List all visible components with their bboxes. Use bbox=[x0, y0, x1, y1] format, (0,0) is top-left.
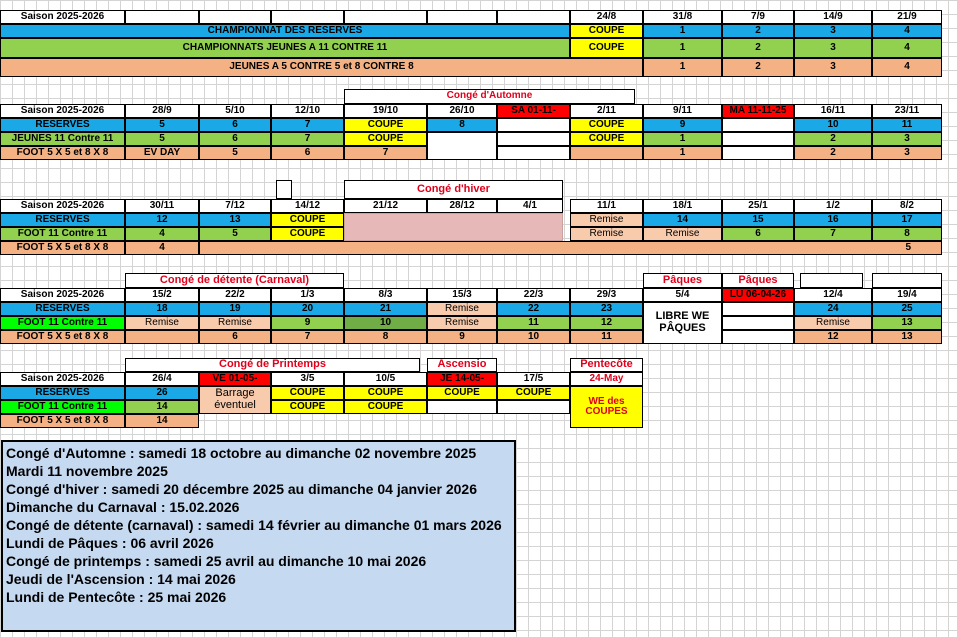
date-cell: 19/10 bbox=[344, 104, 427, 118]
date-cell: 22/2 bbox=[199, 288, 271, 302]
schedule-cell: 5 bbox=[125, 132, 199, 146]
schedule-cell: 6 bbox=[199, 118, 271, 132]
row-label-reserves: RESERVES bbox=[0, 213, 125, 227]
conge-printemps-label: Congé de Printemps bbox=[125, 358, 420, 372]
schedule-cell: 17 bbox=[872, 213, 942, 227]
date-cell: 19/4 bbox=[872, 288, 942, 302]
schedule-cell: COUPE bbox=[271, 227, 344, 241]
schedule-cell bbox=[497, 146, 570, 160]
schedule-cell: 3 bbox=[794, 24, 872, 38]
date-cell: 7/9 bbox=[722, 10, 794, 24]
schedule-cell: 4 bbox=[872, 38, 942, 58]
date-cell: 26/4 bbox=[125, 372, 199, 386]
date-cell: 18/1 bbox=[643, 199, 722, 213]
schedule-cell bbox=[427, 400, 497, 414]
schedule-cell: 11 bbox=[497, 316, 570, 330]
date-cell: 12/10 bbox=[271, 104, 344, 118]
date-cell: 28/9 bbox=[125, 104, 199, 118]
date-cell: 17/5 bbox=[497, 372, 570, 386]
schedule-cell: 10 bbox=[344, 316, 427, 330]
schedule-cell: 9 bbox=[427, 330, 497, 344]
date-cell: 5/4 bbox=[643, 288, 722, 302]
schedule-cell: 4 bbox=[872, 58, 942, 77]
schedule-cell: 12 bbox=[125, 213, 199, 227]
date-cell: 8/3 bbox=[344, 288, 427, 302]
schedule-cell: Remise bbox=[427, 302, 497, 316]
schedule-cell bbox=[497, 118, 570, 132]
paques-label-2: Pâques bbox=[722, 273, 794, 288]
date-cell: 16/11 bbox=[794, 104, 872, 118]
summary-line: Dimanche du Carnaval : 15.02.2026 bbox=[6, 499, 240, 515]
schedule-cell: 24 bbox=[794, 302, 872, 316]
row-label-foot5: FOOT 5 X 5 et 8 X 8 bbox=[0, 146, 125, 160]
schedule-cell: 8 bbox=[427, 118, 497, 132]
date-cell: 28/12 bbox=[427, 199, 497, 213]
season-label: Saison 2025-2026 bbox=[0, 199, 125, 213]
schedule-cell: 5 bbox=[199, 241, 942, 255]
schedule-cell: 7 bbox=[794, 227, 872, 241]
season-label: Saison 2025-2026 bbox=[0, 104, 125, 118]
date-cell: 12/4 bbox=[794, 288, 872, 302]
schedule-cell: 8 bbox=[344, 330, 427, 344]
row-label-jeunes11: JEUNES 11 Contre 11 bbox=[0, 132, 125, 146]
schedule-cell: COUPE bbox=[570, 38, 643, 58]
schedule-cell: 14 bbox=[643, 213, 722, 227]
season-label: Saison 2025-2026 bbox=[0, 372, 125, 386]
holiday-date-cell: SA 01-11- bbox=[497, 104, 570, 118]
schedule-cell: 3 bbox=[872, 132, 942, 146]
we-coupes-cell: WE des COUPES bbox=[570, 386, 643, 428]
jeunes5-label: JEUNES A 5 CONTRE 5 et 8 CONTRE 8 bbox=[0, 58, 643, 77]
schedule-cell: 20 bbox=[271, 302, 344, 316]
schedule-cell: COUPE bbox=[570, 24, 643, 38]
ascension-label: Ascensio bbox=[427, 358, 497, 372]
date-cell: 26/10 bbox=[427, 104, 497, 118]
schedule-cell: Remise bbox=[643, 227, 722, 241]
schedule-cell: 3 bbox=[872, 146, 942, 160]
schedule-cell: 26 bbox=[125, 386, 199, 400]
summary-line: Lundi de Pentecôte : 25 mai 2026 bbox=[6, 589, 227, 605]
schedule-cell: 12 bbox=[794, 330, 872, 344]
schedule-cell: 4 bbox=[125, 241, 199, 255]
schedule-cell bbox=[497, 132, 570, 146]
schedule-cell: COUPE bbox=[271, 400, 344, 414]
schedule-cell bbox=[722, 330, 794, 344]
schedule-cell: 6 bbox=[199, 330, 271, 344]
date-cell: 9/11 bbox=[643, 104, 722, 118]
row-label-reserves: RESERVES bbox=[0, 386, 125, 400]
schedule-cell: 5 bbox=[125, 118, 199, 132]
schedule-cell: 8 bbox=[872, 227, 942, 241]
row-label-foot11: FOOT 11 Contre 11 bbox=[0, 400, 125, 414]
conge-automne-label: Congé d'Automne bbox=[344, 89, 635, 104]
schedule-cell: 10 bbox=[497, 330, 570, 344]
pentecote-label: Pentecôte bbox=[570, 358, 643, 372]
schedule-cell: 23 bbox=[570, 302, 643, 316]
holiday-summary bbox=[1, 440, 516, 632]
schedule-cell: 2 bbox=[722, 58, 794, 77]
summary-line: Congé de printemps : samedi 25 avril au dimanche 10 mai 2026 bbox=[6, 553, 427, 569]
schedule-cell: Remise bbox=[125, 316, 199, 330]
row-label-foot11: FOOT 11 Contre 11 bbox=[0, 227, 125, 241]
schedule-cell: 3 bbox=[794, 58, 872, 77]
championnat-reserves-label: CHAMPIONNAT DES RESERVES bbox=[0, 24, 570, 38]
date-cell: 22/3 bbox=[497, 288, 570, 302]
date-cell: 30/11 bbox=[125, 199, 199, 213]
date-cell: 31/8 bbox=[643, 10, 722, 24]
schedule-cell: 1 bbox=[643, 38, 722, 58]
date-cell: 15/3 bbox=[427, 288, 497, 302]
schedule-cell bbox=[722, 302, 794, 316]
summary-line: Jeudi de l'Ascension : 14 mai 2026 bbox=[6, 571, 236, 587]
schedule-cell: COUPE bbox=[271, 386, 344, 400]
schedule-cell bbox=[125, 330, 199, 344]
schedule-cell: EV DAY bbox=[125, 146, 199, 160]
schedule-cell: 14 bbox=[125, 400, 199, 414]
schedule-cell: 6 bbox=[199, 132, 271, 146]
schedule-cell: 1 bbox=[643, 24, 722, 38]
schedule-cell: Remise bbox=[570, 213, 643, 227]
schedule-cell: COUPE bbox=[427, 386, 497, 400]
schedule-cell: 2 bbox=[722, 38, 794, 58]
championnat-jeunes11-label: CHAMPIONNATS JEUNES A 11 CONTRE 11 bbox=[0, 38, 570, 58]
schedule-cell: COUPE bbox=[570, 132, 643, 146]
summary-line: Congé de détente (carnaval) : samedi 14 février au dimanche 01 mars 2026 bbox=[6, 517, 502, 533]
row-label-foot5: FOOT 5 X 5 et 8 X 8 bbox=[0, 241, 125, 255]
date-cell: 8/2 bbox=[872, 199, 942, 213]
schedule-cell: 1 bbox=[643, 146, 722, 160]
schedule-cell: 5 bbox=[199, 227, 271, 241]
schedule-cell: 6 bbox=[722, 227, 794, 241]
schedule-cell: COUPE bbox=[344, 118, 427, 132]
schedule-cell: 7 bbox=[271, 118, 344, 132]
date-cell: 25/1 bbox=[722, 199, 794, 213]
date-cell: 1/2 bbox=[794, 199, 872, 213]
date-cell: 7/12 bbox=[199, 199, 271, 213]
schedule-cell: 13 bbox=[872, 330, 942, 344]
summary-line: Congé d'hiver : samedi 20 décembre 2025 au dimanche 04 janvier 2026 bbox=[6, 481, 477, 497]
schedule-cell: 7 bbox=[271, 132, 344, 146]
schedule-cell: COUPE bbox=[344, 400, 427, 414]
schedule-cell: 1 bbox=[643, 132, 722, 146]
schedule-cell: 18 bbox=[125, 302, 199, 316]
holiday-date-cell: MA 11-11-25 bbox=[722, 104, 794, 118]
schedule-cell: 6 bbox=[271, 146, 344, 160]
holiday-date-cell: LU 06-04-26 bbox=[722, 288, 794, 302]
schedule-cell: 15 bbox=[722, 213, 794, 227]
schedule-cell: Remise bbox=[199, 316, 271, 330]
row-label-foot5: FOOT 5 X 5 et 8 X 8 bbox=[0, 330, 125, 344]
season-label: Saison 2025-2026 bbox=[0, 288, 125, 302]
schedule-cell: Remise bbox=[570, 227, 643, 241]
date-cell: 5/10 bbox=[199, 104, 271, 118]
date-cell: 11/1 bbox=[570, 199, 643, 213]
schedule-cell: 12 bbox=[570, 316, 643, 330]
schedule-cell: 5 bbox=[199, 146, 271, 160]
schedule-cell: COUPE bbox=[497, 386, 570, 400]
date-cell: 24/8 bbox=[570, 10, 643, 24]
summary-line: Mardi 11 novembre 2025 bbox=[6, 463, 168, 479]
date-cell: 23/11 bbox=[872, 104, 942, 118]
date-cell: 14/9 bbox=[794, 10, 872, 24]
schedule-cell: 9 bbox=[271, 316, 344, 330]
schedule-cell: 11 bbox=[872, 118, 942, 132]
schedule-cell: COUPE bbox=[271, 213, 344, 227]
row-label-reserves: RESERVES bbox=[0, 118, 125, 132]
schedule-cell: Remise bbox=[427, 316, 497, 330]
schedule-cell: 14 bbox=[125, 414, 199, 428]
schedule-cell: 9 bbox=[643, 118, 722, 132]
schedule-cell: 2 bbox=[794, 146, 872, 160]
date-cell: 24-May bbox=[570, 372, 643, 386]
date-cell: 4/1 bbox=[497, 199, 563, 213]
schedule-cell: 16 bbox=[794, 213, 872, 227]
summary-line: Congé d'Automne : samedi 18 octobre au dimanche 02 novembre 2025 bbox=[6, 445, 477, 461]
paques-label: Pâques bbox=[643, 273, 722, 288]
date-cell: 21/9 bbox=[872, 10, 942, 24]
schedule-cell: 3 bbox=[794, 38, 872, 58]
date-cell: 14/12 bbox=[271, 199, 344, 213]
schedule-cell: 4 bbox=[125, 227, 199, 241]
row-label-foot11: FOOT 11 Contre 11 bbox=[0, 316, 125, 330]
date-cell: 21/12 bbox=[344, 199, 427, 213]
schedule-cell bbox=[722, 132, 794, 146]
date-cell: 10/5 bbox=[344, 372, 427, 386]
summary-line: Lundi de Pâques : 06 avril 2026 bbox=[6, 535, 214, 551]
schedule-cell bbox=[722, 316, 794, 330]
date-cell: 1/3 bbox=[271, 288, 344, 302]
schedule-cell: 1 bbox=[643, 58, 722, 77]
holiday-date-cell: JE 14-05- bbox=[427, 372, 497, 386]
date-cell: 29/3 bbox=[570, 288, 643, 302]
date-cell: 3/5 bbox=[271, 372, 344, 386]
row-label-reserves: RESERVES bbox=[0, 302, 125, 316]
conge-hiver-label: Congé d'hiver bbox=[344, 180, 563, 199]
date-cell: 2/11 bbox=[570, 104, 643, 118]
schedule-cell: COUPE bbox=[344, 132, 427, 146]
schedule-cell: 2 bbox=[722, 24, 794, 38]
schedule-cell: 19 bbox=[199, 302, 271, 316]
holiday-date-cell: VE 01-05- bbox=[199, 372, 271, 386]
schedule-cell: COUPE bbox=[570, 118, 643, 132]
schedule-cell: 2 bbox=[794, 132, 872, 146]
schedule-cell: COUPE bbox=[344, 386, 427, 400]
conge-carnaval-label: Congé de détente (Carnaval) bbox=[125, 273, 344, 288]
schedule-cell: Remise bbox=[794, 316, 872, 330]
schedule-cell bbox=[497, 400, 570, 414]
schedule-cell: 11 bbox=[570, 330, 643, 344]
winter-break-block bbox=[344, 213, 563, 241]
schedule-cell: 25 bbox=[872, 302, 942, 316]
date-cell: 15/2 bbox=[125, 288, 199, 302]
schedule-cell: 7 bbox=[344, 146, 427, 160]
schedule-cell: 13 bbox=[872, 316, 942, 330]
row-label-foot5: FOOT 5 X 5 et 8 X 8 bbox=[0, 414, 125, 428]
schedule-cell: 21 bbox=[344, 302, 427, 316]
schedule-cell: 7 bbox=[271, 330, 344, 344]
schedule-cell: 10 bbox=[794, 118, 872, 132]
schedule-cell bbox=[722, 118, 794, 132]
schedule-cell: 13 bbox=[199, 213, 271, 227]
schedule-cell bbox=[570, 146, 643, 160]
schedule-cell: 4 bbox=[872, 24, 942, 38]
season-label: Saison 2025-2026 bbox=[0, 10, 125, 24]
schedule-cell bbox=[722, 146, 794, 160]
schedule-cell bbox=[427, 132, 497, 160]
barrage-cell: Barrage éventuel bbox=[199, 386, 271, 414]
libre-paques-cell: LIBRE WE PÂQUES bbox=[643, 302, 722, 344]
schedule-cell: 22 bbox=[497, 302, 570, 316]
